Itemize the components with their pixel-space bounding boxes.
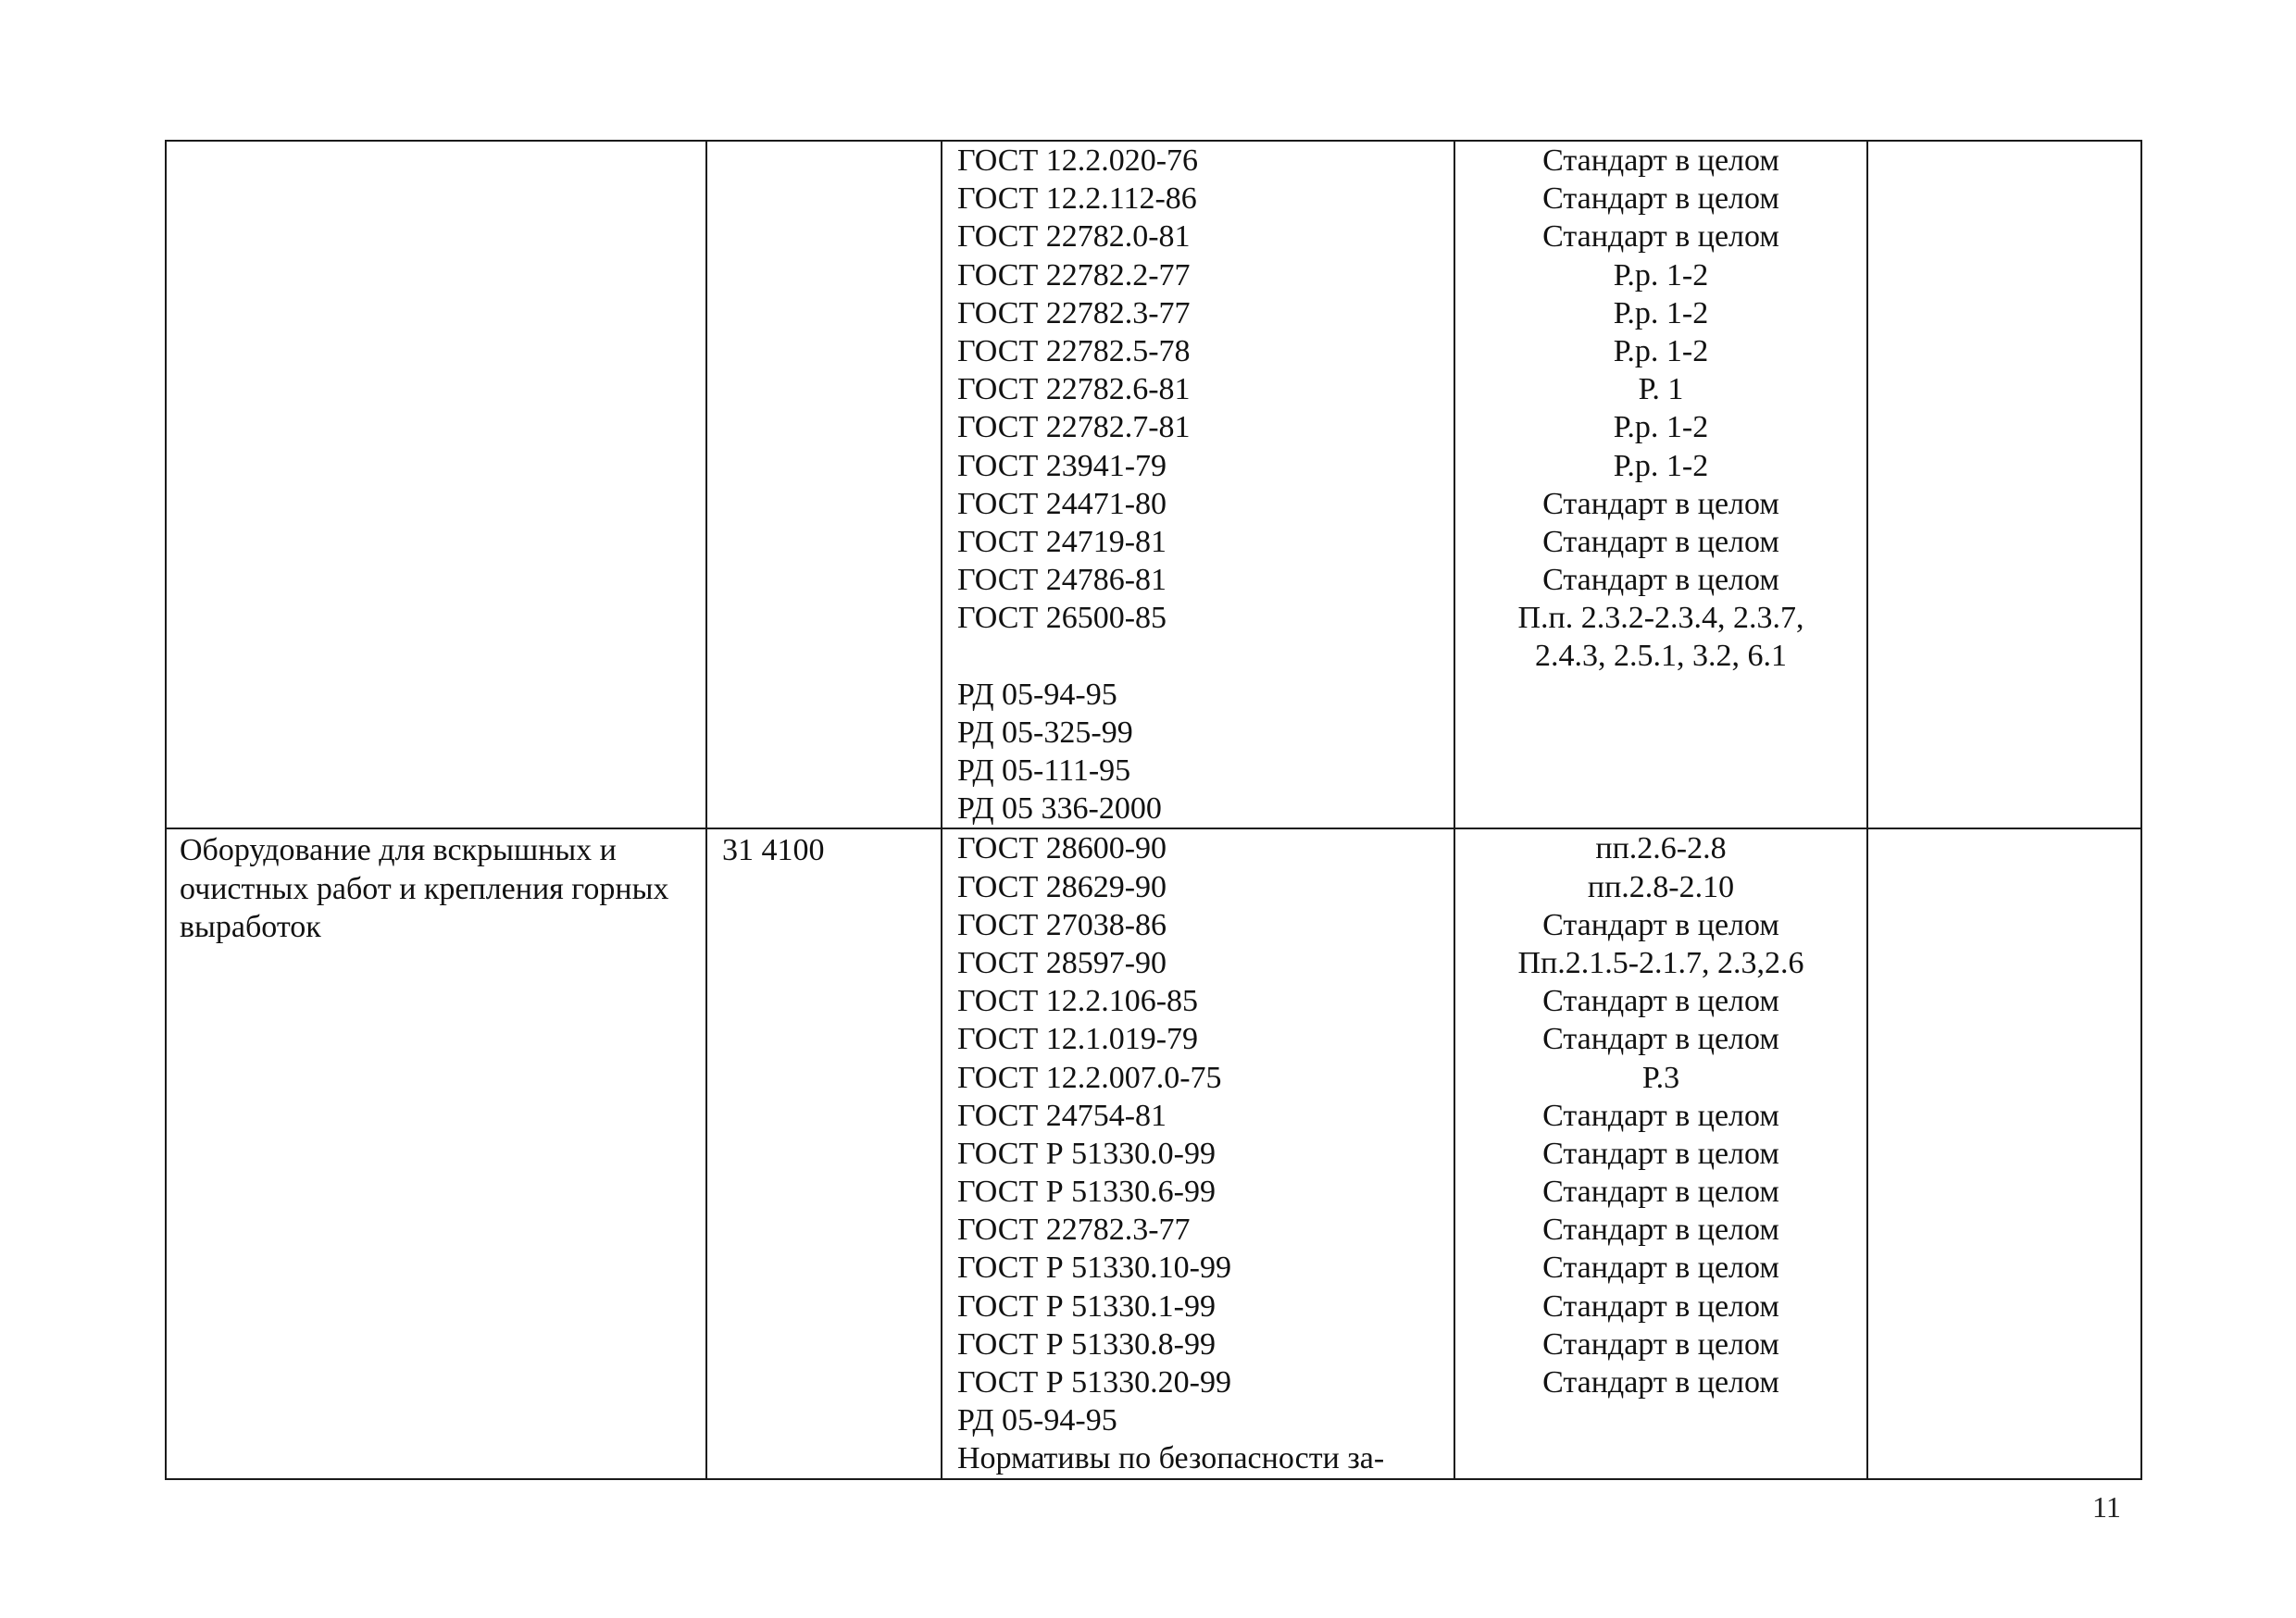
document-item: ГОСТ Р 51330.10-99 [957,1251,1231,1286]
equipment-code-cell [706,828,942,1478]
section-item: Стандарт в целом [1542,1136,1779,1171]
document-item: РД 05-94-95 [957,1403,1117,1438]
section-item: Стандарт в целом [1542,181,1779,217]
note-cell [1867,828,2141,1478]
document-item: РД 05-325-99 [957,715,1133,750]
document-item: ГОСТ Р 51330.6-99 [957,1175,1216,1210]
note-text [1868,142,2140,143]
section-item: Стандарт в целом [1542,524,1779,559]
section-item: Стандарт в целом [1542,143,1779,178]
document-item: ГОСТ 12.1.019-79 [957,1022,1199,1057]
equipment-code [707,142,941,143]
document-item: ГОСТ 12.2.007.0-75 [957,1060,1222,1095]
document-item: ГОСТ 27038-86 [957,907,1167,942]
section-item: 2.4.3, 2.5.1, 3.2, 6.1 [1535,639,1787,674]
section-item: Р.р. 1-2 [1613,333,1709,368]
section-item: пп.2.6-2.8 [1595,831,1727,866]
table-row [166,141,2141,828]
document-item: ГОСТ 22782.5-78 [957,333,1191,368]
document-item: ГОСТ 22782.6-81 [957,372,1191,407]
section-item: Стандарт в целом [1542,907,1779,942]
section-item: Стандарт в целом [1542,1251,1779,1286]
document-item: ГОСТ 22782.3-77 [957,295,1191,330]
table-row [166,828,2141,1478]
section-item: Р.3 [1641,1060,1680,1095]
section-item: Стандарт в целом [1542,1365,1779,1400]
section-item: Р. 1 [1638,372,1684,407]
document-item: ГОСТ 23941-79 [957,448,1167,483]
section-item: Стандарт в целом [1542,1022,1779,1057]
equipment-name: Оборудование для вскрышных и очистных работ и крепления горных выработок [180,833,669,945]
note-cell [1867,141,2141,828]
document-item: ГОСТ 24719-81 [957,524,1167,559]
document-item: ГОСТ 22782.2-77 [957,257,1191,292]
section-item: Стандарт в целом [1542,563,1779,598]
page-number: 11 [2092,1490,2121,1524]
equipment-code-cell [706,141,942,828]
equipment-name-cell [166,141,706,828]
equipment-code: 31 4100 [722,833,825,868]
section-item: Р.р. 1-2 [1613,257,1709,292]
document-item: ГОСТ 12.2.020-76 [957,143,1199,178]
document-item: РД 05 336-2000 [957,791,1162,827]
document-item: ГОСТ 28600-90 [957,831,1167,866]
document-item: ГОСТ 24471-80 [957,486,1167,521]
standards-table [165,140,2142,1480]
document-item: ГОСТ 24786-81 [957,563,1167,598]
document-item: ГОСТ 22782.3-77 [957,1213,1191,1248]
document-item: ГОСТ 22782.0-81 [957,219,1191,255]
document-item: ГОСТ 28597-90 [957,945,1167,980]
document-item: ГОСТ 12.2.106-85 [957,984,1199,1019]
section-item: Р.р. 1-2 [1613,295,1709,330]
section-item: Стандарт в целом [1542,1175,1779,1210]
document-item: ГОСТ 24754-81 [957,1098,1167,1133]
equipment-name-cell [166,828,706,1478]
document-item: ГОСТ Р 51330.20-99 [957,1365,1231,1400]
section-item: Пп.2.1.5-2.1.7, 2.3,2.6 [1517,945,1804,980]
section-item: Стандарт в целом [1542,219,1779,255]
section-item: Стандарт в целом [1542,1326,1779,1362]
section-item: Стандарт в целом [1542,1098,1779,1133]
document-item: ГОСТ 26500-85 [957,601,1167,636]
document-item: ГОСТ 22782.7-81 [957,410,1191,445]
documents-list [942,142,1454,828]
note-text [1868,829,2140,831]
section-item: Стандарт в целом [1542,1288,1779,1324]
section-item: Р.р. 1-2 [1613,448,1709,483]
sections-list [1455,142,1866,676]
equipment-name [167,142,705,143]
document-item: РД 05-94-95 [957,677,1117,712]
documents-list [942,829,1454,1477]
section-item: П.п. 2.3.2-2.3.4, 2.3.7, [1517,601,1804,636]
document-item: ГОСТ Р 51330.0-99 [957,1136,1216,1171]
section-item: пп.2.8-2.10 [1587,869,1735,904]
documents-cell [942,828,1454,1478]
document-item: Нормативы по безопасности за- [957,1441,1385,1476]
section-item: Стандарт в целом [1542,984,1779,1019]
sections-cell [1454,828,1867,1478]
document-item: ГОСТ 12.2.112-86 [957,181,1197,217]
document-item: ГОСТ Р 51330.8-99 [957,1326,1216,1362]
section-item: Стандарт в целом [1542,1213,1779,1248]
sections-cell [1454,141,1867,828]
document-item: РД 05-111-95 [957,753,1131,788]
section-item: Р.р. 1-2 [1613,410,1709,445]
document-item [957,637,1454,675]
sections-list [1455,829,1866,1401]
document-item: ГОСТ 28629-90 [957,869,1167,904]
document-item: ГОСТ Р 51330.1-99 [957,1288,1216,1324]
section-item: Стандарт в целом [1542,486,1779,521]
documents-cell [942,141,1454,828]
